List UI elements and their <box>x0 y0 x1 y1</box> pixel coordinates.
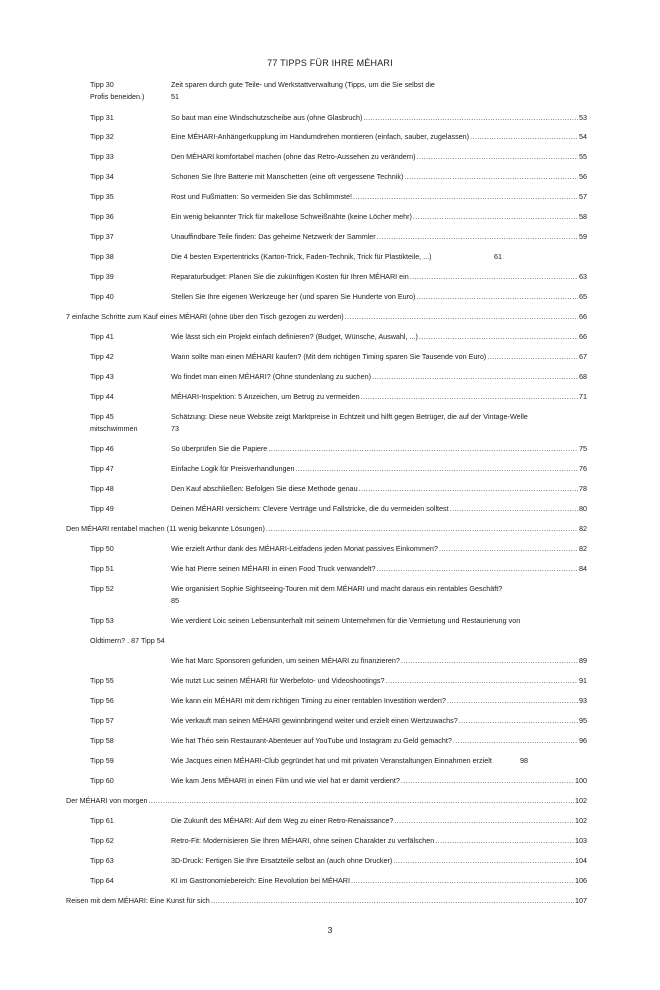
dot-leader <box>393 856 574 866</box>
toc-entry[interactable] <box>171 272 587 282</box>
tip-page: 51 <box>171 92 179 101</box>
tip-number: Tipp 32 <box>90 132 114 141</box>
tip-title-continuation: mitschwimmen <box>90 424 138 433</box>
tip-title: 3D-Druck: Fertigen Sie Ihre Ersatzteile selbst an (auch ohne Drucker) <box>171 856 393 865</box>
toc-entry[interactable] <box>171 856 587 866</box>
tip-title: Wie verkauft man seinen MÉHARI gewinnbringend weiter und erzielt einen Wertzuwachs? <box>171 716 458 725</box>
tip-page: 67 <box>579 352 587 361</box>
tip-number: Tipp 56 <box>90 696 114 705</box>
toc-entry[interactable] <box>171 816 587 826</box>
section-title: Den MÉHARI rentabel machen (11 wenig bekannte Lösungen) <box>66 524 265 533</box>
tip-page: 54 <box>579 132 587 141</box>
dot-leader <box>435 836 574 846</box>
tip-number: Tipp 43 <box>90 372 114 381</box>
tip-number: Tipp 30 <box>90 80 114 89</box>
tip-number: Tipp 46 <box>90 444 114 453</box>
section-page: 82 <box>579 524 587 533</box>
tip-number: Tipp 31 <box>90 113 114 122</box>
toc-entry[interactable] <box>171 192 587 202</box>
tip-number: Tipp 44 <box>90 392 114 401</box>
toc-entry[interactable] <box>171 484 587 494</box>
tip-title: Wie kam Jens MÉHARI in einen Film und wie viel hat er damit verdient? <box>171 776 400 785</box>
toc-entry[interactable] <box>171 656 587 666</box>
tip-title: Den MÉHARI komfortabel machen (ohne das Retro-Aussehen zu verändern) <box>171 152 416 161</box>
toc-entry[interactable] <box>171 172 587 182</box>
section-page: 102 <box>575 796 587 805</box>
toc-entry[interactable] <box>171 152 587 162</box>
tip-page: 82 <box>579 544 587 553</box>
dot-leader <box>148 796 574 806</box>
toc-entry[interactable] <box>171 132 587 142</box>
tip-title: Wie kann ein MÉHARI mit dem richtigen Timing zu einer rentablen Investition werden? <box>171 696 446 705</box>
tip-title: Wie organisiert Sophie Sightseeing-Touren mit dem MÉHARI und macht daraus ein rentables Geschäft? <box>171 584 503 593</box>
tip-title: Eine MÉHARI-Anhängerkupplung im Handumdrehen montieren (einfach, sauber, zugelassen) <box>171 132 470 141</box>
dot-leader <box>372 372 578 382</box>
dot-leader <box>394 816 574 826</box>
toc-entry[interactable] <box>171 504 587 514</box>
tip-number: Tipp 64 <box>90 876 114 885</box>
dot-leader <box>417 152 579 162</box>
tip-title: Wo findet man einen MÉHARI? (Ohne stundenlang zu suchen) <box>171 372 372 381</box>
dot-leader <box>419 332 578 342</box>
toc-entry[interactable] <box>171 676 587 686</box>
tip-page: 102 <box>575 816 587 825</box>
tip-number: Tipp 49 <box>90 504 114 513</box>
toc-entry[interactable] <box>171 372 587 382</box>
dot-leader <box>447 696 578 706</box>
dot-leader <box>351 876 574 886</box>
tip-page: 84 <box>579 564 587 573</box>
tip-title: Schonen Sie Ihre Batterie mit Manschetten (eine oft vergessene Technik) <box>171 172 404 181</box>
tip-number: Tipp 59 <box>90 756 114 765</box>
tip-title: Wie hat Marc Sponsoren gefunden, um seinen MÉHARI zu finanzieren? <box>171 656 400 665</box>
section-page: 66 <box>579 312 587 321</box>
tip-page: 57 <box>579 192 587 201</box>
dot-leader <box>453 736 578 746</box>
tip-page: 89 <box>579 656 587 665</box>
tip-page: 96 <box>579 736 587 745</box>
tip-page: 66 <box>579 332 587 341</box>
dot-leader <box>345 312 578 322</box>
tip-number: Tipp 57 <box>90 716 114 725</box>
tip-page: 71 <box>579 392 587 401</box>
tip-number: Tipp 33 <box>90 152 114 161</box>
dot-leader <box>410 272 578 282</box>
toc-entry[interactable] <box>171 544 587 554</box>
tip-number: Tipp 50 <box>90 544 114 553</box>
toc-entry[interactable] <box>171 696 587 706</box>
toc-entry[interactable] <box>171 113 587 123</box>
tip-number: Tipp 45 <box>90 412 114 421</box>
tip-title: Wie lässt sich ein Projekt einfach definieren? (Budget, Wünsche, Auswahl, ...) <box>171 332 418 341</box>
toc-section[interactable] <box>66 796 587 806</box>
tip-page: 95 <box>579 716 587 725</box>
tip-title: Ein wenig bekannter Trick für makellose Schweißnähte (keine Löcher mehr) <box>171 212 412 221</box>
dot-leader <box>385 676 578 686</box>
tip-number: Tipp 55 <box>90 676 114 685</box>
tip-number: Tipp 62 <box>90 836 114 845</box>
toc-entry[interactable] <box>171 392 587 402</box>
toc-section[interactable] <box>66 524 587 534</box>
tip-title: Den Kauf abschließen: Befolgen Sie diese Methode genau <box>171 484 358 493</box>
toc-entry[interactable] <box>171 876 587 886</box>
toc-entry[interactable] <box>171 836 587 846</box>
tip-page: 106 <box>575 876 587 885</box>
tip-page: 58 <box>579 212 587 221</box>
dot-leader <box>211 896 574 906</box>
tip-number: Tipp 40 <box>90 292 114 301</box>
toc-entry[interactable] <box>171 716 587 726</box>
tip-number: Tipp 51 <box>90 564 114 573</box>
tip-number: Tipp 52 <box>90 584 114 593</box>
tip-title: KI im Gastronomiebereich: Eine Revolution bei MÉHARI <box>171 876 350 885</box>
tip-page: 100 <box>575 776 587 785</box>
section-title: 7 einfache Schritte zum Kauf eines MÉHARI (ohne über den Tisch gezogen zu werden) <box>66 312 344 321</box>
tip-page: 56 <box>579 172 587 181</box>
tip-number: Tipp 58 <box>90 736 114 745</box>
dot-leader <box>439 544 578 554</box>
dot-leader <box>459 716 578 726</box>
tip-page: 59 <box>579 232 587 241</box>
toc-entry[interactable] <box>171 444 587 454</box>
tip-title: Wie hat Pierre seinen MÉHARI in einen Food Truck verwandelt? <box>171 564 376 573</box>
tip-title: Stellen Sie Ihre eigenen Werkzeuge her (und sparen Sie Hunderte von Euro) <box>171 292 416 301</box>
dot-leader <box>401 656 578 666</box>
tip-page: 76 <box>579 464 587 473</box>
tip-number: Tipp 60 <box>90 776 114 785</box>
tip-number: Tipp 42 <box>90 352 114 361</box>
tip-page: 104 <box>575 856 587 865</box>
tip-page: 53 <box>579 113 587 122</box>
tip-number: Tipp 41 <box>90 332 114 341</box>
section-title: Reisen mit dem MÉHARI: Eine Kunst für sich <box>66 896 210 905</box>
toc-entry[interactable] <box>171 776 587 786</box>
tip-page: 68 <box>579 372 587 381</box>
tip-number: Tipp 61 <box>90 816 114 825</box>
tip-title: So überprüfen Sie die Papiere <box>171 444 268 453</box>
toc-entry[interactable] <box>171 292 587 302</box>
tip-title-continuation: Profis beneiden.) <box>90 92 145 101</box>
tip-title: Zeit sparen durch gute Teile- und Werkstattverwaltung (Tipps, um die Sie selbst die <box>171 80 435 89</box>
section-page: 107 <box>575 896 587 905</box>
tip-title: Wann sollte man einen MÉHARI kaufen? (Mit dem richtigen Timing sparen Sie Tausende von Euro) <box>171 352 487 361</box>
tip-title: Wie nutzt Luc seinen MÉHARI für Werbefoto- und Videoshootings? <box>171 676 385 685</box>
toc-entry[interactable] <box>171 232 587 242</box>
dot-leader <box>295 464 578 474</box>
dot-leader <box>401 776 574 786</box>
tip-title: Die 4 besten Expertentricks (Karton-Trick, Faden-Technik, Trick für Plastikteile, ...) <box>171 252 432 261</box>
tip-number: Tipp 38 <box>90 252 114 261</box>
dot-leader <box>361 392 578 402</box>
toc-entry[interactable] <box>171 464 587 474</box>
dot-leader <box>353 192 578 202</box>
dot-leader <box>487 352 578 362</box>
toc-entry[interactable] <box>171 352 587 362</box>
tip-page: 55 <box>579 152 587 161</box>
tip-page: 61 <box>494 252 502 261</box>
tip-title: Reparaturbudget: Planen Sie die zukünftigen Kosten für Ihren MÉHARI ein <box>171 272 409 281</box>
dot-leader <box>268 444 578 454</box>
dot-leader <box>377 232 578 242</box>
toc-entry[interactable] <box>171 332 587 342</box>
dot-leader <box>404 172 578 182</box>
page-number: 3 <box>327 925 333 935</box>
tip-page: 73 <box>171 424 179 433</box>
tip-title: Schätzung: Diese neue Website zeigt Marktpreise in Echtzeit und hilft gegen Betrüger, die auf der Vintage-Welle <box>171 412 528 421</box>
toc-section[interactable] <box>66 312 587 322</box>
tip-title: Wie hat Théo sein Restaurant-Abenteuer auf YouTube und Instagram zu Geld gemacht? <box>171 736 452 745</box>
dot-leader <box>450 504 578 514</box>
tip-page: 63 <box>579 272 587 281</box>
tip-title: Wie Jacques einen MÉHARI-Club gegründet hat und mit privaten Veranstaltungen Einnahmen erzielt <box>171 756 492 765</box>
tip-page: 65 <box>579 292 587 301</box>
tip-page: 91 <box>579 676 587 685</box>
tip-page: 93 <box>579 696 587 705</box>
tip-number: Tipp 48 <box>90 484 114 493</box>
dot-leader <box>377 564 578 574</box>
toc-entry[interactable] <box>171 212 587 222</box>
tip-title: So baut man eine Windschutzscheibe aus (ohne Glasbruch) <box>171 113 363 122</box>
dot-leader <box>470 132 578 142</box>
tip-number: Tipp 36 <box>90 212 114 221</box>
dot-leader <box>413 212 578 222</box>
tip-number: Tipp 47 <box>90 464 114 473</box>
tip-number: Tipp 34 <box>90 172 114 181</box>
tip-title: Die Zukunft des MÉHARI: Auf dem Weg zu einer Retro-Renaissance? <box>171 816 394 825</box>
tip-title-continuation: Oldtimern? . 87 Tipp 54 <box>90 636 165 645</box>
dot-leader <box>266 524 578 534</box>
tip-title: Deinen MÉHARI versichern: Clevere Verträge und Fallstricke, die du vermeiden solltest <box>171 504 449 513</box>
tip-title: Einfache Logik für Preisverhandlungen <box>171 464 295 473</box>
toc-entry[interactable] <box>171 564 587 574</box>
tip-page: 78 <box>579 484 587 493</box>
tip-title: MÉHARI-Inspektion: 5 Anzeichen, um Betrug zu vermeiden <box>171 392 360 401</box>
tip-page: 98 <box>520 756 528 765</box>
tip-page: 80 <box>579 504 587 513</box>
tip-title: Wie erzielt Arthur dank des MÉHARI-Leitfadens jeden Monat passives Einkommen? <box>171 544 438 553</box>
tip-number: Tipp 37 <box>90 232 114 241</box>
tip-page: 103 <box>575 836 587 845</box>
dot-leader <box>363 113 578 123</box>
tip-title: Wie verdient Loic seinen Lebensunterhalt mit seinem Unternehmen für die Vermietung und Restaurierung von <box>171 616 521 625</box>
tip-number: Tipp 63 <box>90 856 114 865</box>
toc-entry[interactable] <box>171 736 587 746</box>
tip-title: Unauffindbare Teile finden: Das geheime Netzwerk der Sammler <box>171 232 376 241</box>
tip-page: 85 <box>171 596 179 605</box>
tip-title: Retro-Fit: Modernisieren Sie Ihren MÉHARI, ohne seinen Charakter zu verfälschen <box>171 836 435 845</box>
tip-number: Tipp 53 <box>90 616 114 625</box>
tip-number: Tipp 39 <box>90 272 114 281</box>
tip-title: Rost und Fußmatten: So vermeiden Sie das Schlimmste! <box>171 192 352 201</box>
section-title: Der MÉHARI von morgen <box>66 796 148 805</box>
dot-leader <box>359 484 578 494</box>
page-title: 77 TIPPS FÜR IHRE MÉHARI <box>267 58 393 68</box>
dot-leader <box>416 292 578 302</box>
toc-section[interactable] <box>66 896 587 906</box>
tip-page: 75 <box>579 444 587 453</box>
tip-number: Tipp 35 <box>90 192 114 201</box>
